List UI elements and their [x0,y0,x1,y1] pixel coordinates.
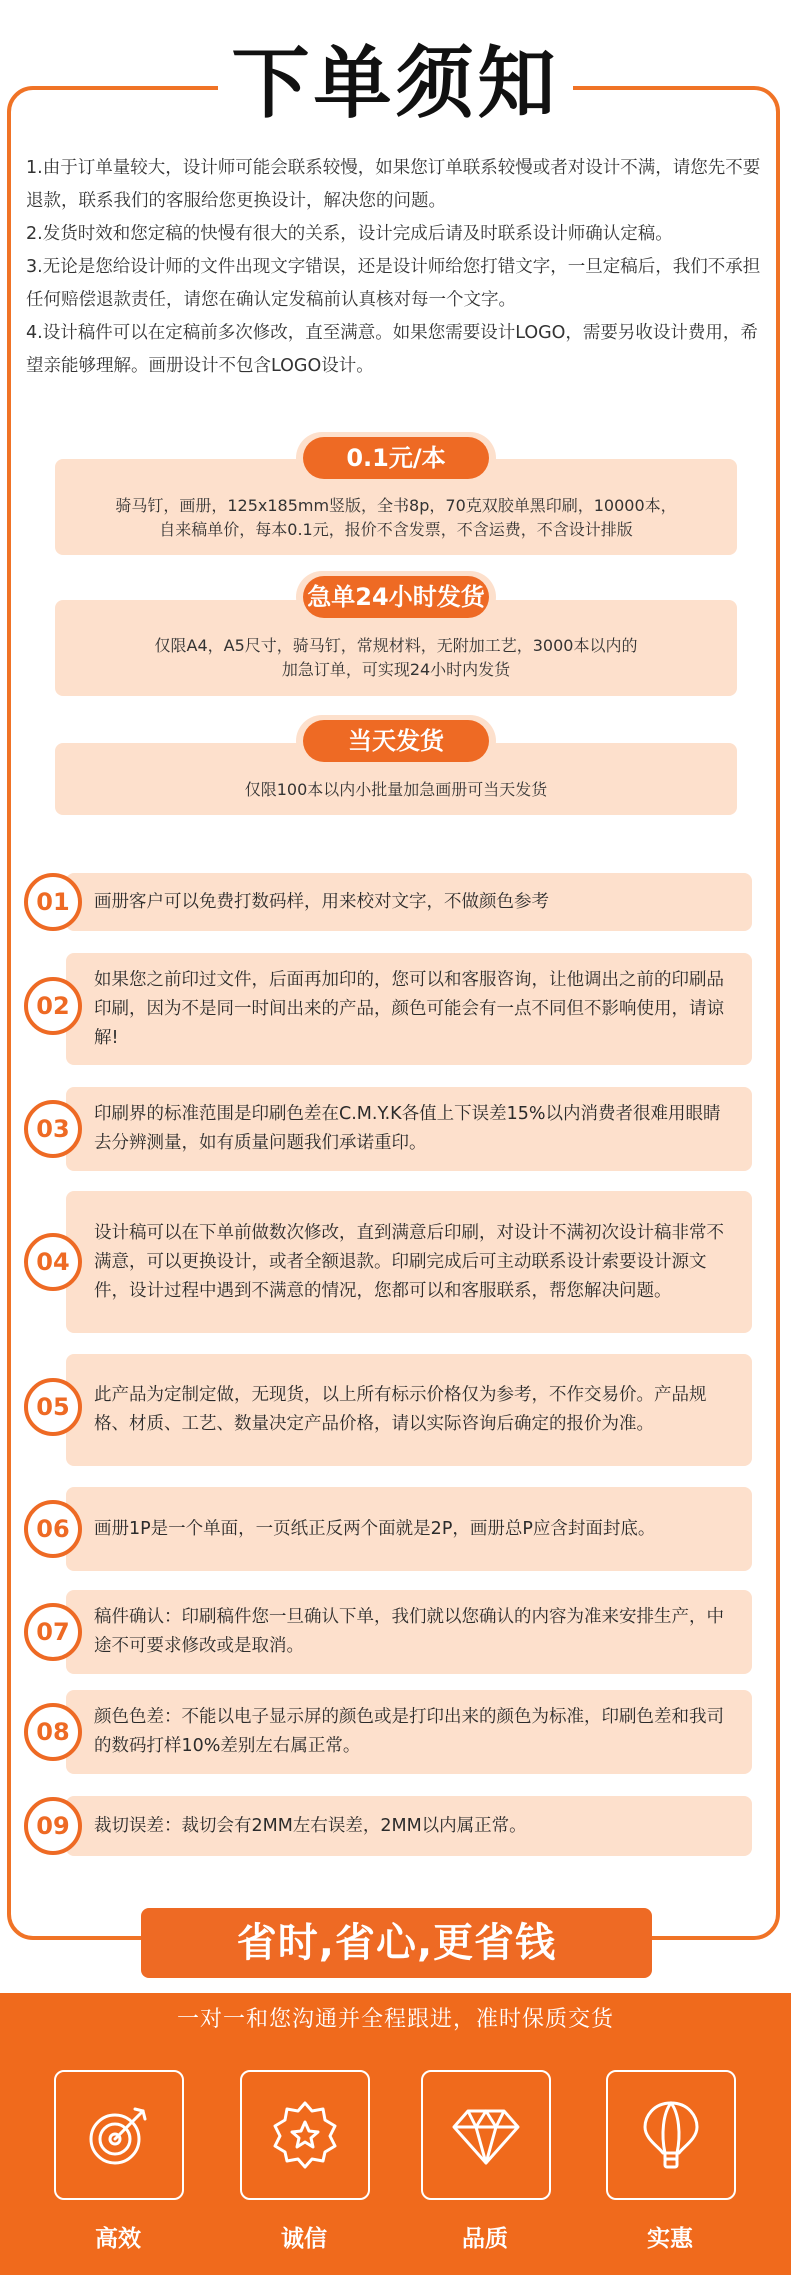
feature-label: 诚信 [281,2226,327,2252]
number-badge: 09 [24,1797,82,1855]
pricing-line: 仅限A4，A5尺寸，骑马钉，常规材料，无附加工艺，3000本以内的 [154,636,638,655]
feature-value [606,2070,734,2252]
feature-box [606,2070,736,2200]
feature-box [421,2070,551,2200]
number-badge: 04 [24,1233,82,1291]
notice-paragraph: 3.无论是您给设计师的文件出现文字错误，还是设计师给您打错文字，一旦定稿后，我们不承担任何赔偿退款责任，请您在确认定发稿前认真核对每一个文字。 [26,257,761,310]
slogan-banner: 省时,省心,更省钱 [141,1908,652,1978]
number-badge: 03 [24,1100,82,1158]
feature-efficiency [54,2070,182,2252]
price-tag [296,432,496,484]
target-icon [79,2095,159,2175]
notice-item [66,1087,752,1171]
number-badge: 05 [24,1378,82,1436]
express-tag-label: 急单24小时发货 [303,576,489,618]
notice-paragraph: 4.设计稿件可以在定稿前多次修改，直至满意。如果您需要设计LOGO，需要另收设计费用，希望亲能够理解。画册设计不包含LOGO设计。 [26,323,758,376]
notice-item [66,1690,752,1774]
feature-quality [421,2070,549,2252]
number-badge: 02 [24,977,82,1035]
notice-item-text: 稿件确认：印刷稿件您一旦确认下单，我们就以您确认的内容为准来安排生产，中途不可要求修改或是取消。 [94,1607,724,1656]
feature-label: 实惠 [647,2226,693,2252]
page-title: 下单须知 [218,32,573,136]
feature-box [240,2070,370,2200]
price-tag-label: 0.1元/本 [303,437,489,479]
feature-label: 品质 [462,2226,508,2252]
number-badge: 07 [24,1603,82,1661]
pricing-line: 自来稿单价，每本0.1元，报价不含发票，不含运费，不含设计排版 [159,520,633,539]
notice-item-text: 印刷界的标准范围是印刷色差在C.M.Y.K各值上下误差15%以内消费者很难用眼睛去分辨测量，如有质量问题我们承诺重印。 [94,1104,721,1153]
notice-item [66,1487,752,1571]
notice-item [66,1590,752,1674]
notice-item [66,873,752,931]
notice-item-text: 设计稿可以在下单前做数次修改，直到满意后印刷，对设计不满初次设计稿非常不满意，可以更换设计，或者全额退款。印刷完成后可主动联系设计索要设计源文件，设计过程中遇到不满意的情况，您都可以和客服联系，帮您解决问题。 [94,1222,724,1301]
notice-item [66,1354,752,1466]
footer [0,1993,791,2275]
notice-item-text: 颜色色差：不能以电子显示屏的颜色或是打印出来的颜色为标准，印刷色差和我司的数码打样10%差别左右属正常。 [94,1707,724,1756]
pricing-line: 仅限100本以内小批量加急画册可当天发货 [244,780,548,799]
notice-paragraph: 1.由于订单量较大，设计师可能会联系较慢，如果您订单联系较慢或者对设计不满，请您先不要退款，联系我们的客服给您更换设计，解决您的问题。 [26,158,761,211]
hot-air-balloon-icon [631,2095,711,2175]
feature-box [54,2070,184,2200]
star-badge-icon [265,2095,345,2175]
notice-item [66,1796,752,1856]
notice-item [66,953,752,1065]
diamond-icon [446,2095,526,2175]
notice-item [66,1191,752,1333]
number-badge: 08 [24,1703,82,1761]
number-badge: 06 [24,1500,82,1558]
same-day-tag [296,715,496,767]
notice-item-text: 画册1P是一个单面，一页纸正反两个面就是2P，画册总P应含封面封底。 [94,1518,656,1539]
same-day-tag-label: 当天发货 [303,720,489,762]
notice-section [26,152,768,383]
express-tag [296,571,496,623]
pricing-line: 骑马钉，画册，125x185mm竖版，全书8p，70克双胶单黑印刷，10000本， [115,496,677,515]
feature-label: 高效 [95,2226,141,2252]
notice-item-text: 此产品为定制定做，无现货，以上所有标示价格仅为参考，不作交易价。产品规格、材质、工艺、数量决定产品价格，请以实际咨询后确定的报价为准。 [94,1385,707,1434]
feature-integrity [240,2070,368,2252]
footer-subtitle: 一对一和您沟通并全程跟进，准时保质交货 [176,2007,614,2032]
notice-item-text: 如果您之前印过文件，后面再加印的，您可以和客服咨询，让他调出之前的印刷品印刷，因为不是同一时间出来的产品，颜色可能会有一点不同但不影响使用，请谅解! [94,969,724,1048]
notice-item-text: 裁切误差：裁切会有2MM左右误差，2MM以内属正常。 [94,1815,527,1836]
number-badge: 01 [24,873,82,931]
pricing-line: 加急订单，可实现24小时内发货 [281,660,511,679]
notice-paragraph: 2.发货时效和您定稿的快慢有很大的关系，设计完成后请及时联系设计师确认定稿。 [26,224,673,244]
notice-item-text: 画册客户可以免费打数码样，用来校对文字，不做颜色参考 [94,891,549,912]
